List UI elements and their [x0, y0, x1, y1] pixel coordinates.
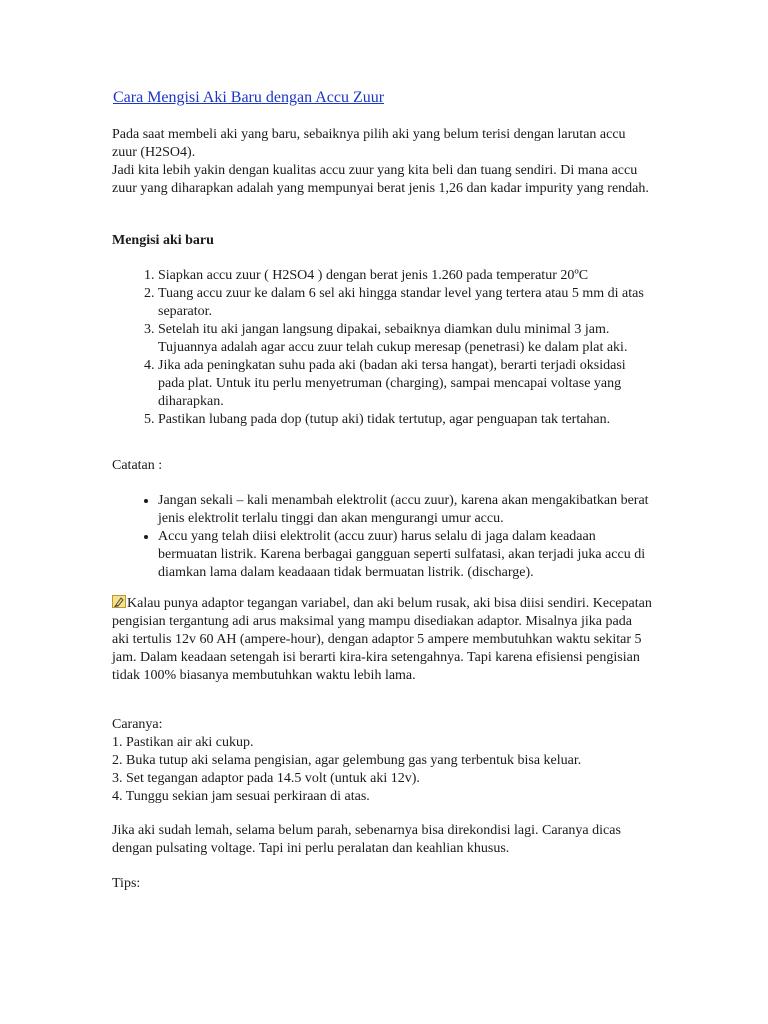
- list-item: • Jangan sekali – kali menambah elektrolit (accu zuur), karena akan mengakibatkan berat jenis elektrolit terlalu tinggi dan akan mengurangi umur accu.: [158, 492, 652, 528]
- list-item: 3. Setelah itu aki jangan langsung dipakai, sebaiknya diamkan dulu minimal 3 jam. Tujuannya adalah agar accu zuur telah cukup meresap (penetrasi) ke dalam plat aki.: [158, 321, 652, 357]
- intro-paragraph-1: Pada saat membeli aki yang baru, sebaiknya pilih aki yang belum terisi dengan larutan accu zuur (H2SO4).: [112, 127, 626, 160]
- list-item: 2. Tuang accu zuur ke dalam 6 sel aki hingga standar level yang tertera atau 5 mm di atas separator.: [158, 285, 652, 321]
- notes-list: [112, 492, 652, 582]
- list-item: 4. Jika ada peningkatan suhu pada aki (badan aki tersa hangat), berarti terjadi oksidasi pada plat. Untuk itu perlu menyetruman (charging), sampai mencapai voltase yang diharapkan.: [158, 357, 652, 411]
- notes-label: Catatan :: [112, 458, 163, 473]
- recondition-section: [112, 822, 652, 858]
- method-step-2: 2. Buka tutup aki selama pengisian, agar gelembung gas yang terbentuk bisa keluar.: [112, 753, 582, 768]
- method-step-3: 3. Set tegangan adaptor pada 14.5 volt (untuk aki 12v).: [112, 771, 420, 786]
- steps-list: [112, 267, 652, 429]
- adaptor-text: Kalau punya adaptor tegangan variabel, dan aki belum rusak, aki bisa diisi sendiri. Kecepatan pengisian tergantung adi arus maksimal yang mampu disediakan adaptor. Misalnya jika pada aki tertulis 12v 60 AH (ampere-hour), dengan adaptor 5 ampere membutuhkan waktu sekitar 5 jam. Dalam keadaan setengah isi berarti kira-kira setengahnya. Tapi karena efisiensi pengisian tidak 100% biasanya membutuhkan waktu lebih lama.: [112, 596, 652, 683]
- method-step-4: 4. Tunggu sekian jam sesuai perkiraan di atas.: [112, 789, 370, 804]
- list-item: • Accu yang telah diisi elektrolit (accu zuur) harus selalu di jaga dalam keadaan bermuatan listrik. Karena berbagai gangguan seperti sulfatasi, akan terjadi juka accu di diamkan lama dalam keadaaan tidak bermuatan listrik. (discharge).: [158, 528, 652, 582]
- notes-section: [112, 457, 652, 582]
- intro-paragraph-2: Jadi kita lebih yakin dengan kualitas accu zuur yang kita beli dan tuang sendiri. Di mana accu zuur yang diharapkan adalah yang mempunyai berat jenis 1,26 dan kadar impurity yang rendah.: [112, 163, 649, 196]
- article-title-link[interactable]: Cara Mengisi Aki Baru dengan Accu Zuur: [113, 89, 385, 106]
- adaptor-paragraph: [112, 595, 652, 685]
- tips-section: [112, 875, 652, 893]
- method-label: Caranya:: [112, 717, 163, 732]
- tips-label: Tips:: [112, 876, 141, 891]
- recondition-paragraph: Jika aki sudah lemah, selama belum parah, sebenarnya bisa direkondisi lagi. Caranya dicas dengan pulsating voltage. Tapi ini perlu peralatan dan keahlian khusus.: [112, 823, 621, 856]
- method-section: [112, 716, 652, 806]
- note-icon[interactable]: [112, 595, 126, 608]
- fill-section: [112, 232, 652, 429]
- section-heading: Mengisi aki baru: [112, 233, 214, 248]
- adaptor-section: [112, 595, 652, 685]
- list-item: 5. Pastikan lubang pada dop (tutup aki) tidak tertutup, agar penguapan tak tertahan.: [158, 411, 652, 429]
- intro-block: [112, 126, 652, 198]
- method-step-1: 1. Pastikan air aki cukup.: [112, 735, 254, 750]
- list-item: 1. Siapkan accu zuur ( H2SO4 ) dengan berat jenis 1.260 pada temperatur 20ºC: [158, 267, 652, 285]
